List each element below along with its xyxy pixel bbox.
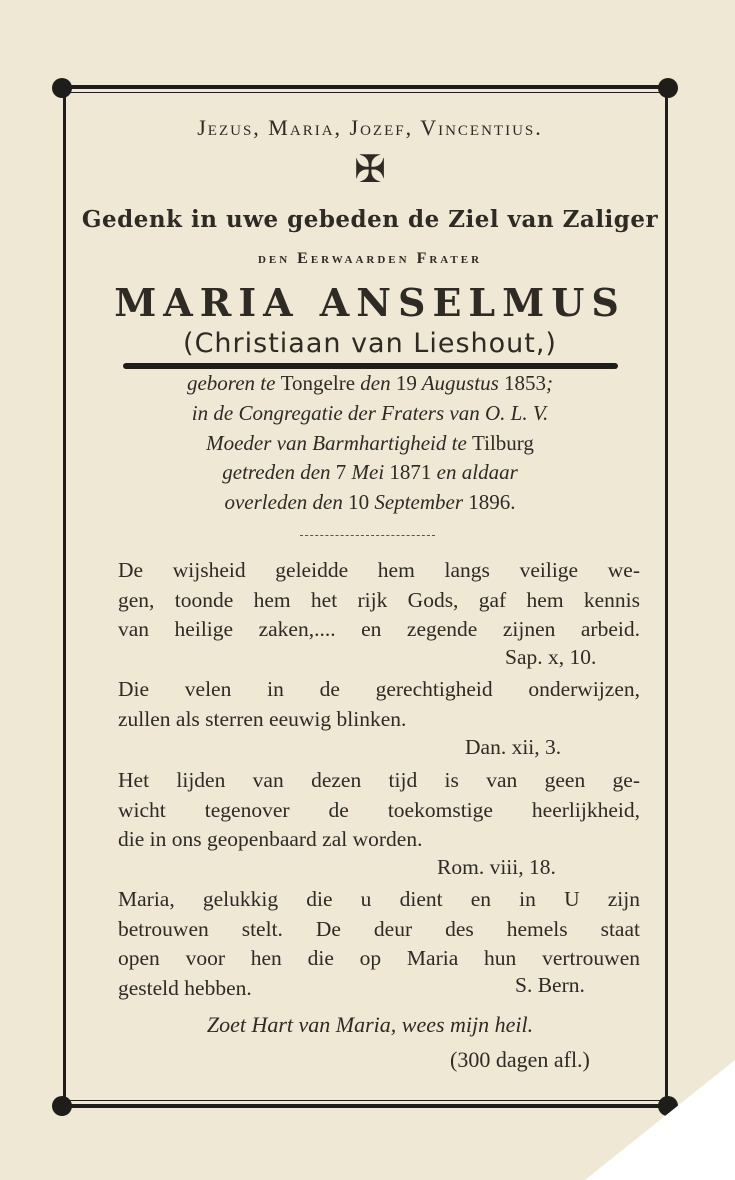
- passage-line: zullen als sterren eeuwig blinken.: [118, 706, 407, 731]
- biography-line: Moeder van Barmhartigheid te Tilburg: [206, 431, 534, 455]
- left-border: [63, 88, 66, 1106]
- top-border: [62, 85, 670, 89]
- cross-icon: ✠: [354, 149, 386, 191]
- remembrance-line: Gedenk in uwe gebeden de Ziel van Zaliger: [81, 206, 659, 233]
- scripture-reference: Dan. xii, 3.: [465, 735, 562, 759]
- passage-line: gesteld hebben.: [118, 975, 252, 1000]
- biography-line: getreden den 7 Mei 1871 en aldaar: [222, 460, 518, 484]
- biography-line: overleden den 10 September 1896.: [224, 490, 516, 514]
- top-border-inner: [62, 92, 670, 93]
- passage-line: Het lijden van dezen tijd is van geen ge-: [118, 768, 640, 792]
- passage-line: Maria, gelukkig die u dient en in U zijn: [118, 887, 640, 911]
- scripture-reference: Sap. x, 10.: [505, 645, 597, 669]
- passage-line: Die velen in de gerechtigheid onderwijzen,: [118, 677, 640, 701]
- biography-line: geboren te Tongelre den 19 Augustus 1853;: [186, 371, 553, 395]
- deceased-name: MARIA ANSELMUS: [114, 280, 626, 325]
- corner-ornament-bottom-left: [52, 1096, 72, 1116]
- torn-corner: [585, 1060, 735, 1180]
- closing-prayer: Zoet Hart van Maria, wees mijn heil.: [206, 1012, 534, 1037]
- honorific-line: den Eerwaarden Frater: [257, 250, 483, 267]
- civil-name: (Christiaan van Lieshout,): [183, 328, 557, 359]
- invocation: Jezus, Maria, Jozef, Vincentius.: [197, 115, 543, 140]
- passage-line: gen, toonde hem het rijk Gods, gaf hem kennis: [118, 587, 640, 612]
- bottom-border: [62, 1104, 670, 1108]
- passage-line: De wijsheid geleidde hem langs veilige we-: [118, 558, 640, 582]
- scripture-reference: S. Bern.: [515, 973, 585, 997]
- passage-line: open voor hen die op Maria hun vertrouwen: [118, 946, 640, 970]
- right-border: [665, 88, 668, 1106]
- corner-ornament-top-right: [658, 78, 678, 98]
- biography-line: in de Congregatie der Fraters van O. L. V.: [191, 401, 549, 425]
- name-underline: [123, 363, 618, 369]
- passage-line: wicht tegenover de toekomstige heerlijkheid,: [118, 797, 640, 822]
- separator: [300, 535, 435, 537]
- passage-line: betrouwen stelt. De deur des hemels staat: [118, 916, 640, 941]
- scripture-reference: Rom. viii, 18.: [437, 855, 556, 879]
- scripture-passage: [118, 766, 640, 855]
- scripture-passage: [118, 675, 640, 734]
- passage-line: die in ons geopenbaard zal worden.: [118, 827, 423, 851]
- scripture-passage: [118, 556, 640, 645]
- indulgence-note: (300 dagen afl.): [450, 1047, 590, 1072]
- bottom-border-inner: [62, 1100, 670, 1101]
- passage-line: van heilige zaken,.... en zegende zijnen arbeid.: [118, 617, 640, 641]
- corner-ornament-top-left: [52, 78, 72, 98]
